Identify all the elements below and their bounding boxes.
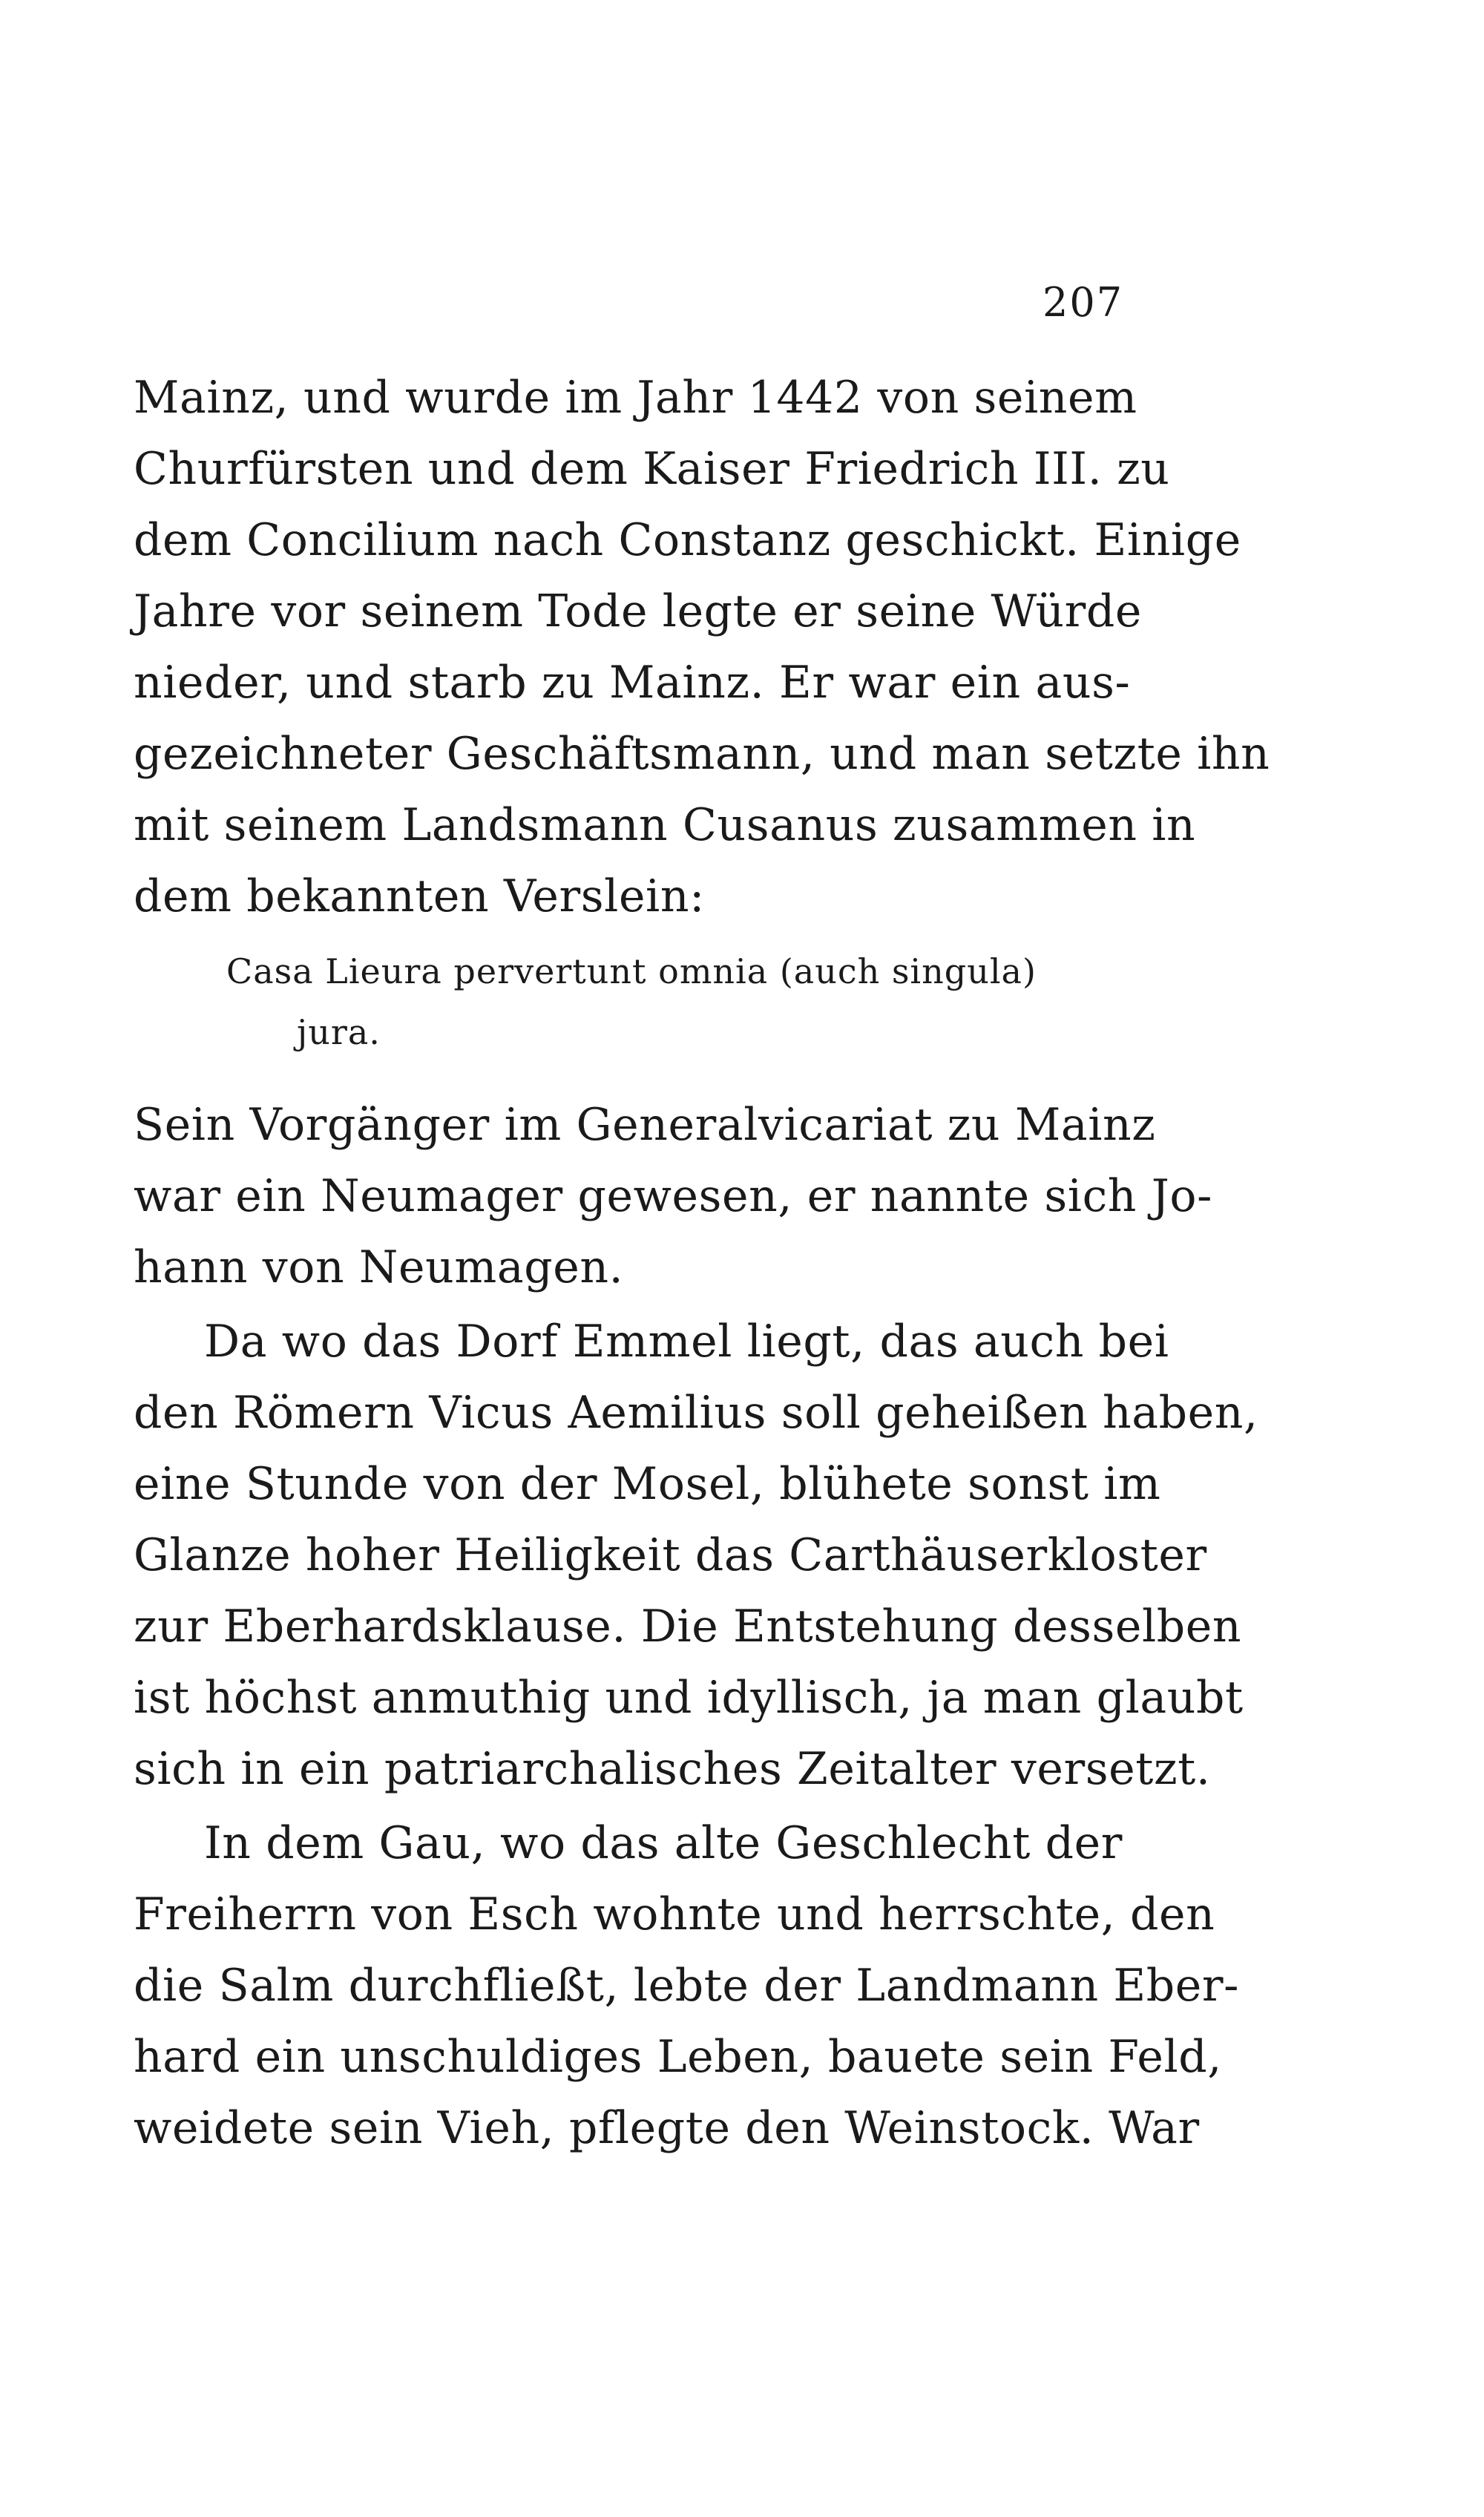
text-line: nieder, und starb zu Mainz. Er war ein aus- [134, 657, 1131, 709]
text-line: ist höchst anmuthig und idyllisch, ja man glaubt [134, 1672, 1244, 1724]
text-line: dem bekannten Verslein: [134, 870, 705, 922]
page-number: 207 [1043, 279, 1124, 326]
text-line: Jahre vor seinem Tode legte er seine Würde [134, 585, 1143, 637]
verse-line: Casa Lieura pervertunt omnia (auch singula) [226, 951, 1037, 991]
text-line: eine Stunde von der Mosel, blühete sonst im [134, 1458, 1161, 1510]
text-line: Mainz, und wurde im Jahr 1442 von seinem [134, 372, 1137, 424]
verse-line: jura. [297, 1012, 381, 1052]
text-line: Da wo das Dorf Emmel liegt, das auch bei [204, 1316, 1169, 1368]
text-line: Sein Vorgänger im Generalvicariat zu Mainz [134, 1099, 1156, 1151]
body-text [134, 362, 1270, 2164]
text-line: In dem Gau, wo das alte Geschlecht der [204, 1817, 1123, 1869]
text-line: mit seinem Landsmann Cusanus zusammen in [134, 799, 1196, 851]
latin-verse [134, 941, 1109, 1063]
text-line: war ein Neumager gewesen, er nannte sich Jo- [134, 1170, 1212, 1222]
text-line: Freiherrn von Esch wohnte und herrschte, den [134, 1888, 1215, 1940]
text-line: gezeichneter Geschäftsmann, und man setzte ihn [134, 728, 1270, 780]
text-line: sich in ein patriarchalisches Zeitalter versetzt. [134, 1743, 1211, 1795]
text-line: weidete sein Vieh, pflegte den Weinstock. War [134, 2102, 1200, 2154]
paragraph-1 [134, 362, 1270, 932]
text-line: hard ein unschuldiges Leben, bauete sein Feld, [134, 2031, 1222, 2083]
text-line: den Römern Vicus Aemilius soll geheißen haben, [134, 1387, 1258, 1439]
text-line: hann von Neumagen. [134, 1241, 624, 1293]
text-line: die Salm durchfließt, lebte der Landmann Eber- [134, 1960, 1240, 2012]
text-line: Churfürsten und dem Kaiser Friedrich III. zu [134, 443, 1170, 495]
paragraph-2 [134, 1089, 1212, 1303]
text-line: Glanze hoher Heiligkeit das Carthäuserkloster [134, 1529, 1207, 1581]
paragraph-3 [134, 1306, 1258, 1805]
text-line: dem Concilium nach Constanz geschickt. Einige [134, 514, 1241, 566]
paragraph-4 [134, 1808, 1240, 2164]
text-line: zur Eberhardsklause. Die Entstehung desselben [134, 1601, 1242, 1653]
